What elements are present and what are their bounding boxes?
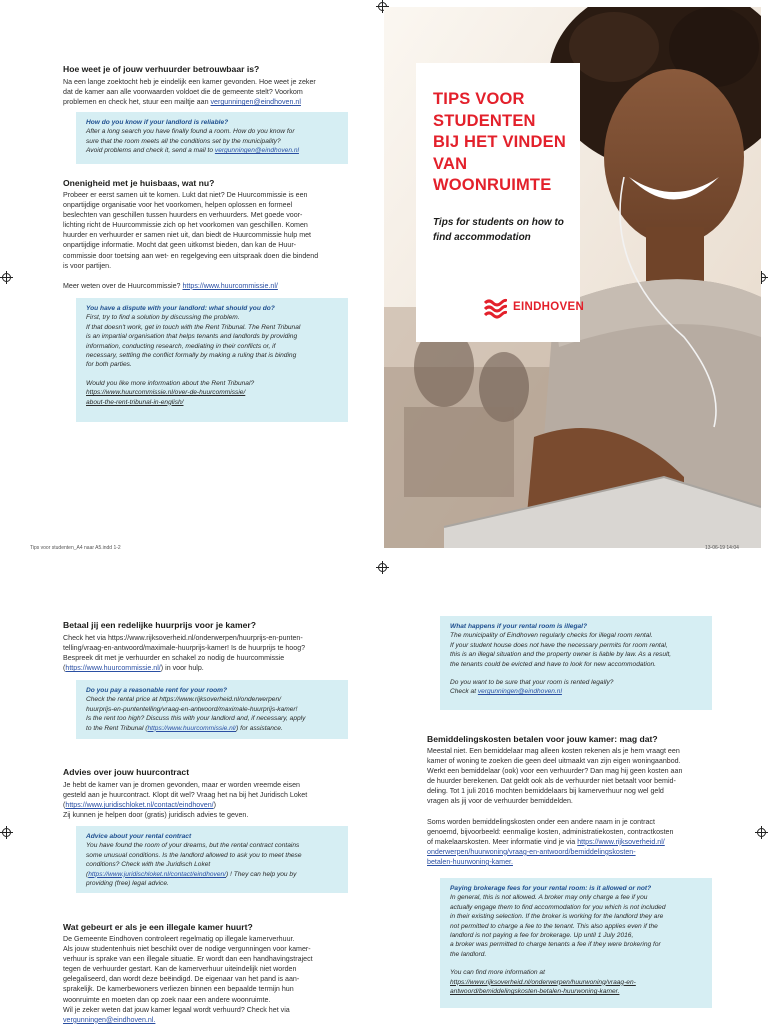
eindhoven-logo-text: EINDHOVEN	[513, 301, 585, 313]
section-rental-contract: Advies over jouw huurcontract Je hebt de kamer van je dromen gevonden, maar er worden vreemde eisen gesteld aan je huurcontract. Klopt dit wel? Vraag het na bij het Juridisch Loket (https://www.juridischloket.nl/contact/eindhoven/) Zij kunnen je helpen door (gratis) juridisch advies te geven.	[63, 767, 353, 820]
section-reliable-landlord	[63, 64, 353, 107]
box-heading: Do you pay a reasonable rent for your room?	[86, 687, 228, 694]
section-body: Je hebt de kamer van je dromen gevonden, maar er worden vreemde eisen gesteld aan je huurcontract. Klopt dit wel? Vraag het na bij het Juridisch Loket	[63, 781, 308, 800]
section-body-tail: Zij kunnen je helpen door (gratis) juridisch advies te geven.	[63, 811, 249, 820]
huurcommissie-link[interactable]: https://www.huurcommissie.nl/	[182, 281, 278, 290]
rent-tribunal-link[interactable]: https://www.huurcommissie.nl/over-de-huurcommissie/	[86, 389, 246, 397]
juridisch-loket-link[interactable]: https://www.juridischloket.nl/contact/eindhoven/	[65, 801, 214, 810]
box-heading: You have a dispute with your landlord: what should you do?	[86, 305, 275, 312]
cover-title: TIPS VOOR STUDENTEN BIJ HET VINDEN VAN WOONRUIMTE	[433, 90, 566, 194]
info-box-english	[440, 616, 712, 710]
box-body-tail: for assistance.	[238, 724, 283, 732]
box-body: You have found the room of your dreams, but the rental contract contains some unusual conditions. Is the landlord allowed to ask you to meet these conditions? Check with the Juridisch Loket	[86, 842, 302, 869]
section-dispute	[63, 178, 358, 291]
cover-subtitle: Tips for students on how to find accommodation	[433, 217, 564, 243]
box-heading: How do you know if your landlord is reliable?	[86, 119, 229, 126]
box-body-tail: ! They can help you by providing (free) legal advice.	[86, 870, 297, 888]
section-body-2: Soms worden bemiddelingskosten onder een andere naam in je contract genoemd, bijvoorbeeld: eenmalige kosten, administratiekosten, contractkosten of makelaarskosten. Meer informatie vind je via	[427, 817, 674, 846]
email-link[interactable]: vergunningen@eindhoven.nl	[477, 688, 562, 696]
huurcommissie-link[interactable]: https://www.huurcommissie.nl/	[65, 664, 161, 673]
eindhoven-logo	[483, 297, 585, 319]
section-reasonable-rent: Betaal jij een redelijke huurprijs voor je kamer? Check het via https://www.rijksoverheid.nl/onderwerpen/huurprijs-en-punten- telling/vraag-en-antwoord/maximale-huurprijs-kamer! Is de huurprijs te hoog? Bespreek dit met je verhuurder en schakel zo nodig de huurcommissie (https://www.huurcommissie.nl/) in voor hulp.	[63, 620, 353, 673]
info-box-english: Advice about your rental contract You have found the room of your dreams, but the rental contract contains some unusual conditions. Is the landlord allowed to ask you to meet these conditions? Check with the Juridisch Loket (https://www.juridischloket.nl/contact/eindhoven/) ! They can help you by providing (free) legal advice.	[76, 826, 348, 893]
info-box-english	[440, 878, 712, 1008]
section-heading: Bemiddelingskosten betalen voor jouw kamer: mag dat?	[427, 734, 658, 744]
rent-tribunal-link-cont[interactable]: about-the-rent-tribunal-in-english/	[86, 398, 184, 406]
email-link[interactable]: vergunningen@eindhoven.nl	[214, 147, 299, 155]
section-body: De Gemeente Eindhoven controleert regelmatig op illegale kamerverhuur. Als jouw studentenhuis niet beschikt over de nodige vergunningen voor kamer- verhuur is sprake van een illegale situatie. Er wordt dan een handhavingstraject tegen de verhuurder gestart. Kan de kamerverhuur uiteindelijk niet worden gelegaliseerd, dan wordt deze beëindigd. De eigenaar van het pand is aan- sprakelijk. De kamerbewoners verliezen binnen een bepaalde termijn hun woonruimte en moeten dan op zoek naar een andere woonruimte. Wil je zeker weten dat jouw kamer legaal wordt verhuurd? Check het via	[63, 935, 313, 1014]
email-link[interactable]: vergunningen@eindhoven.nl.	[63, 1015, 156, 1024]
section-heading: Hoe weet je of jouw verhuurder betrouwbaar is?	[63, 64, 260, 74]
box-heading: Advice about your rental contract	[86, 833, 192, 840]
rijksoverheid-link-cont[interactable]: antwoord/bemiddelingskosten-betalen-huurwoning-kamer.	[450, 988, 620, 996]
registration-mark	[2, 273, 11, 282]
section-heading: Wat gebeurt er als je een illegale kamer huurt?	[63, 922, 253, 932]
more-info-text: Meer weten over de Huurcommissie?	[63, 281, 181, 290]
eindhoven-logo-mark	[483, 297, 507, 319]
box-body: The municipality of Eindhoven regularly checks for illegal room rental. If your student house does not have the necessary permits for room rental, this is an illegal situation and the property owner is liable by law. As a result, the tenants could be evicted and have to look for new accommodation.	[450, 632, 672, 668]
section-body-tail: in voor hulp.	[163, 664, 204, 673]
info-box-english	[76, 112, 348, 164]
rijksoverheid-link[interactable]: https://www.rijksoverheid.nl/onderwerpen/huurwoning/vraag-en-	[450, 978, 636, 986]
section-body: Meestal niet. Een bemiddelaar mag alleen kosten rekenen als je hem vraagt een kamer of woning te zoeken die geen deel uitmaakt van zijn eigen woningaanbod. Werkt een bemiddelaar (ook) voor een verhuurder? Dan mag hij geen kosten aan de huurder berekenen. Dat geldt ook als de verhuurder niet betaalt voor bemid- deling. Tot 1 juli 2016 mochten bemiddelaars bij kamerverhuur nog wel geld vragen als jij voor de verhuurder bemiddelden.	[427, 747, 683, 806]
slug-left: Tips voor studenten_A4 naar A5.indd 1-2	[30, 545, 121, 551]
rijksoverheid-link-cont[interactable]: onderwerpen/huurwoning/vraag-en-antwoord/bemiddelingskosten-	[427, 847, 636, 856]
section-body: Probeer er eerst samen uit te komen. Lukt dat niet? De Huurcommissie is een onpartijdige organisatie voor het voorkomen, helpen oplossen en formeel beslechten van geschillen tussen huurders en verhuurders. Met goede voor- lichting richt de Huurcommissie zich op het voorkomen van geschillen. Komen huurder en verhuurder er samen niet uit, dan biedt de Huurcommissie hulp met onpartijdige informatie. Mocht dat geen uitkomst bieden, dan kan de Huur- commissie door toetsing aan wet- en regelgeving een uitspraak doen die bindend is voor partijen.	[63, 191, 319, 270]
registration-mark	[2, 828, 11, 837]
box-body: After a long search you have finally found a room. How do you know for sure that the room meets all the conditions set by the municipality? Avoid problems and check it, send a mail to	[86, 128, 295, 155]
juridisch-loket-link[interactable]: https://www.juridischloket.nl/contact/eindhoven/	[88, 870, 227, 878]
email-link[interactable]: vergunningen@eindhoven.nl	[210, 98, 301, 107]
box-more-text: Do you want to be sure that your room is rented legally? Check at	[450, 679, 614, 696]
section-heading: Onenigheid met je huisbaas, wat nu?	[63, 178, 215, 188]
box-body: In general, this is not allowed. A broker may only charge a fee if you actually engage them to find accommodation for you which is not included in their existing selection. If the broker is working for the landlord they are not permitted to charge a fee to the tenant. This also applies even if the landlord is not paying a fee for brokerage. Up until 1 July 2016, a broker was permitted to charge tenants a fee if they were brokering for the landlord.	[450, 894, 666, 958]
box-body: Check the rental price at https://www.rijksoverheid.nl/onderwerpen/ huurprijs-en-puntentelling/vraag-en-antwoord/maximale-huurprijs-kamer! Is the rent too high? Discuss this with your landlord and, if necessary, apply to the Rent Tribunal	[86, 696, 306, 732]
registration-mark	[378, 563, 387, 572]
section-heading: Betaal jij een redelijke huurprijs voor je kamer?	[63, 620, 256, 630]
section-illegal-room	[63, 922, 358, 1025]
section-body: Na een lange zoektocht heb je eindelijk een kamer gevonden. Hoe weet je zeker dat de kamer aan alle voorwaarden voldoet die de gemeente stelt? Voorkom problemen en check het, stuur een mailtje aan	[63, 78, 316, 107]
huurcommissie-link[interactable]: https://www.huurcommissie.nl/	[147, 724, 237, 732]
box-heading: Paying brokerage fees for your rental room: is it allowed or not?	[450, 885, 652, 892]
box-body: First, try to find a solution by discussing the problem. If that doesn't work, get in touch with the Rent Tribunal. The Rent Tribunal is an impartial organisation that helps tenants and landlords by providing information, conducting research, mediating in their conflicts or, if necessary, settling the conflict formally by making a ruling that is binding for both parties.	[86, 314, 301, 369]
section-body: Check het via https://www.rijksoverheid.nl/onderwerpen/huurprijs-en-punten- telling/vraag-en-antwoord/maximale-huurprijs-kamer! Is de huurprijs te hoog? Bespreek dit met je verhuurder en schakel zo nodig de huurcommissie	[63, 634, 306, 663]
slug-right: 13-06-19 14:04	[705, 545, 739, 551]
box-heading: What happens if your rental room is illegal?	[450, 623, 588, 630]
info-box-english: Do you pay a reasonable rent for your room? Check the rental price at https://www.rijksoverheid.nl/onderwerpen/ huurprijs-en-puntentelling/vraag-en-antwoord/maximale-huurprijs-kamer! Is the rent too high? Discuss this with your landlord and, if necessary, apply to the Rent Tribunal (https://www.huurcommissie.nl/) for assistance.	[76, 680, 348, 739]
box-more-text: You can find more information at	[450, 969, 545, 977]
rijksoverheid-link[interactable]: https://www.rijksoverheid.nl/	[577, 837, 665, 846]
section-heading: Advies over jouw huurcontract	[63, 767, 190, 777]
info-box-english	[76, 298, 348, 422]
box-more-text: Would you like more information about the Rent Tribunal?	[86, 379, 255, 387]
section-brokerage	[427, 734, 727, 867]
cover-title-card	[416, 63, 585, 342]
registration-mark	[757, 828, 766, 837]
rijksoverheid-link-cont[interactable]: betalen-huurwoning-kamer.	[427, 857, 513, 866]
